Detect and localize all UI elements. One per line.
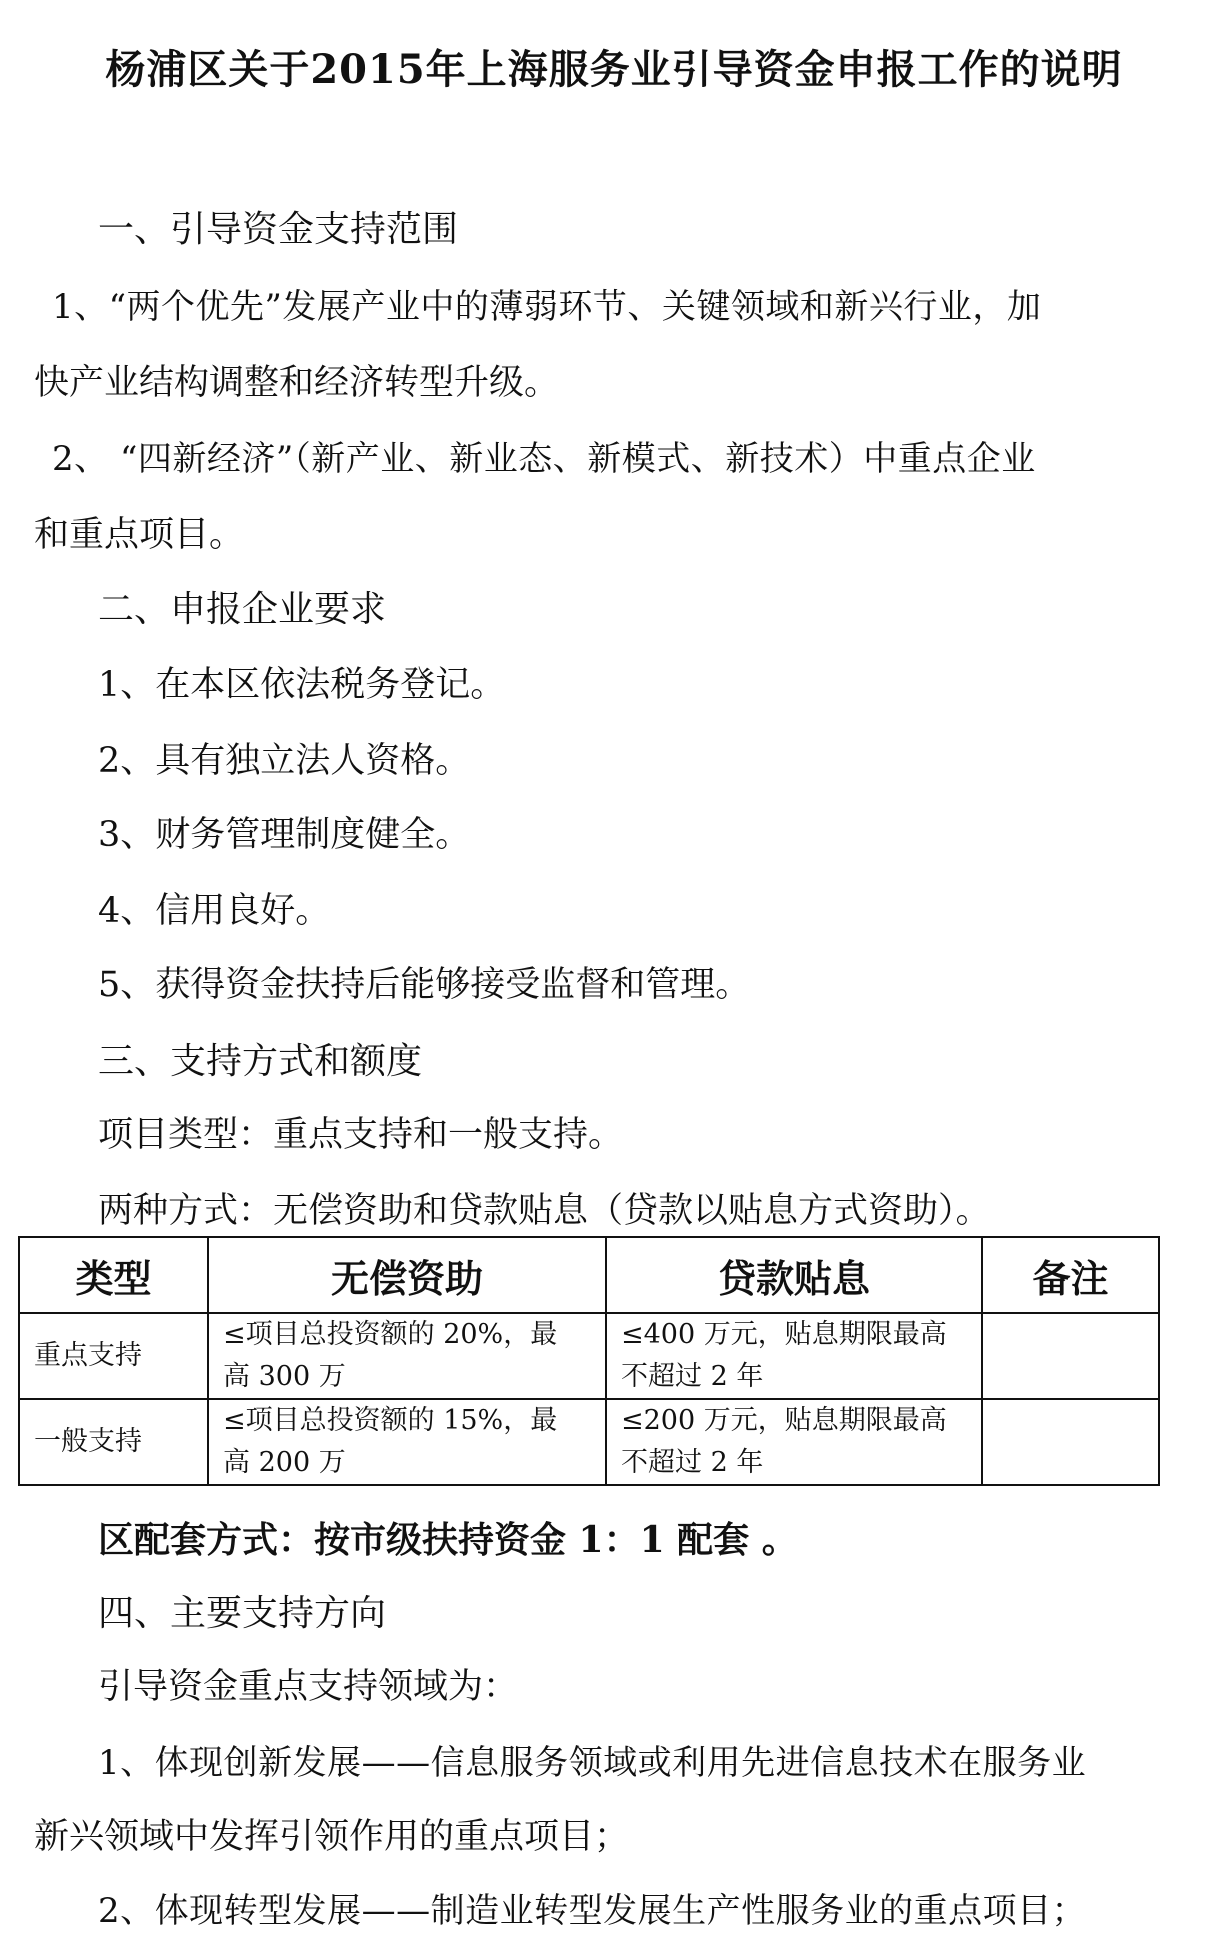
cell-type: 一般支持 — [19, 1399, 208, 1485]
section-3-heading: 三、支持方式和额度 — [98, 1041, 423, 1082]
table-header-row — [19, 1237, 1159, 1313]
cell-loan-line-2: 不超过 2 年 — [621, 1447, 764, 1478]
cell-loan-line-2: 不超过 2 年 — [621, 1361, 764, 1392]
cell-loan-interest — [606, 1313, 982, 1399]
section-2-item-5: 5、获得资金扶持后能够接受监督和管理。 — [98, 965, 751, 1005]
cell-loan-line-1: ≤400 万元，贴息期限最高 — [621, 1319, 947, 1350]
project-types-text: 项目类型：重点支持和一般支持。 — [98, 1115, 624, 1155]
two-methods-text: 两种方式：无偿资助和贷款贴息（贷款以贴息方式资助）。 — [98, 1191, 991, 1231]
section-1-item-2-line-2: 和重点项目。 — [34, 515, 245, 555]
cell-grant — [208, 1399, 606, 1485]
section-4-item-2-line-1: 2、体现转型发展——制造业转型发展生产性服务业的重点项目； — [98, 1891, 1087, 1931]
cell-grant-line-2: 高 300 万 — [223, 1361, 346, 1392]
header-type: 类型 — [19, 1237, 208, 1313]
table-row — [19, 1399, 1159, 1485]
section-2-heading: 二、申报企业要求 — [98, 589, 387, 630]
section-2-item-4: 4、信用良好。 — [98, 891, 331, 931]
section-4-item-1-line-1: 1、体现创新发展——信息服务领域或利用先进信息技术在服务业 — [98, 1743, 1087, 1783]
header-loan-interest: 贷款贴息 — [606, 1237, 982, 1313]
matching-method-text: 区配套方式：按市级扶持资金 1：1 配套 。 — [98, 1519, 798, 1561]
cell-loan-line-1: ≤200 万元，贴息期限最高 — [621, 1405, 947, 1436]
section-1-item-1-line-1: 1、“两个优先”发展产业中的薄弱环节、关键领域和新兴行业，加 — [52, 287, 1042, 327]
section-4-intro: 引导资金重点支持领域为： — [98, 1667, 519, 1707]
section-2-item-2: 2、具有独立法人资格。 — [98, 741, 471, 781]
section-2-item-3: 3、财务管理制度健全。 — [98, 815, 471, 855]
cell-grant-line-1: ≤项目总投资额的 15%，最 — [223, 1405, 558, 1436]
cell-grant-line-1: ≤项目总投资额的 20%，最 — [223, 1319, 558, 1350]
document-title: 杨浦区关于2015年上海服务业引导资金申报工作的说明 — [105, 46, 1123, 93]
section-2-item-1: 1、在本区依法税务登记。 — [98, 665, 506, 705]
support-table — [18, 1236, 1160, 1486]
cell-grant — [208, 1313, 606, 1399]
header-remark: 备注 — [982, 1237, 1159, 1313]
cell-grant-line-2: 高 200 万 — [223, 1447, 346, 1478]
cell-remark — [982, 1399, 1159, 1485]
cell-loan-interest — [606, 1399, 982, 1485]
cell-remark — [982, 1313, 1159, 1399]
section-4-item-1-line-2: 新兴领域中发挥引领作用的重点项目； — [34, 1817, 630, 1857]
table-row — [19, 1313, 1159, 1399]
section-4-heading: 四、主要支持方向 — [98, 1593, 387, 1634]
cell-type: 重点支持 — [19, 1313, 208, 1399]
section-1-item-1-line-2: 快产业结构调整和经济转型升级。 — [34, 363, 560, 403]
section-1-item-2-line-1: 2、 “四新经济”（新产业、新业态、新模式、新技术）中重点企业 — [52, 439, 1036, 479]
header-grant: 无偿资助 — [208, 1237, 606, 1313]
section-1-heading: 一、引导资金支持范围 — [98, 209, 459, 250]
